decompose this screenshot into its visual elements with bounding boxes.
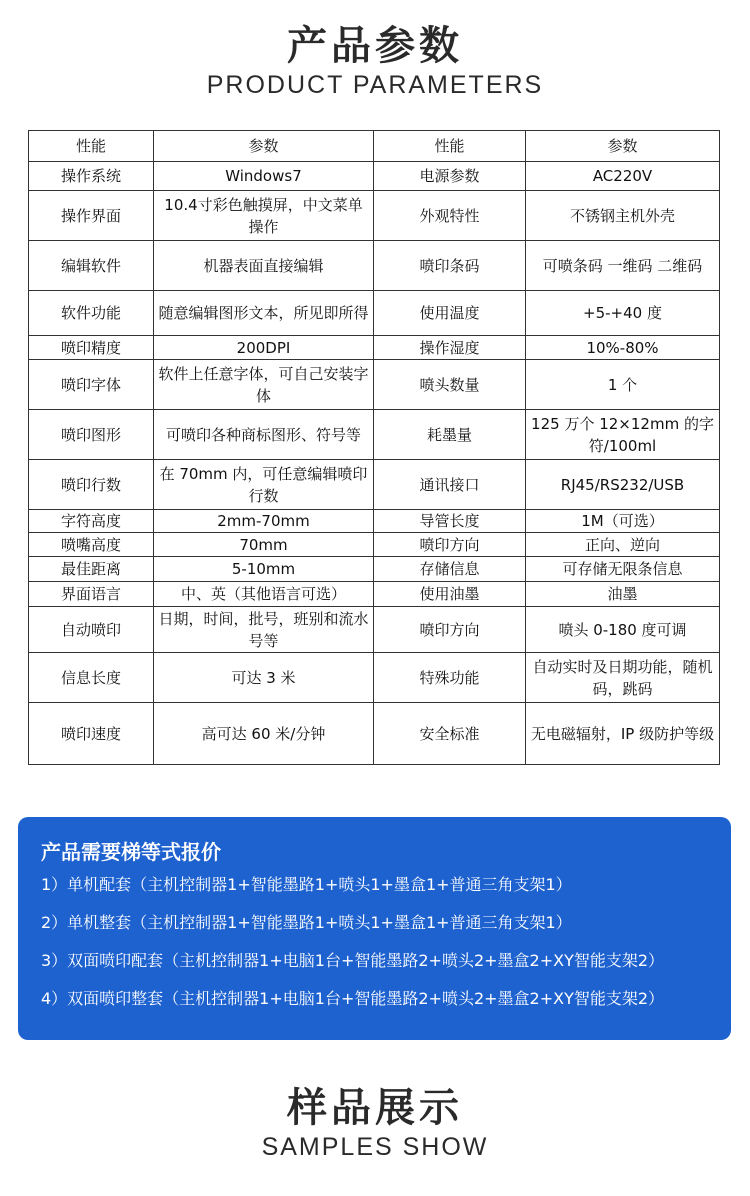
table-label-cell: 安全标准 [374,703,526,765]
table-value-cell: 可喷条码 一维码 二维码 [526,241,720,291]
table-header-cell: 性能 [29,131,154,162]
table-label-cell: 操作界面 [29,191,154,241]
table-row [29,291,720,336]
table-label-cell: 界面语言 [29,582,154,607]
samples-heading-cn: 样品展示 [287,1085,463,1131]
table-row [29,336,720,360]
table-label-cell: 耗墨量 [374,410,526,460]
quote-item: 1）单机配套（主机控制器1+智能墨路1+喷头1+墨盒1+普通三角支架1） [41,875,572,894]
table-row [29,460,720,510]
table-label-cell: 操作系统 [29,162,154,191]
table-header-cell: 参数 [526,131,720,162]
table-value-cell: AC220V [526,162,720,191]
table-label-cell: 自动喷印 [29,607,154,653]
table-label-cell: 使用油墨 [374,582,526,607]
table-label-cell: 字符高度 [29,510,154,533]
table-value-cell: 喷头 0-180 度可调 [526,607,720,653]
table-value-cell: 10.4寸彩色触摸屏，中文菜单操作 [154,191,374,241]
table-row [29,607,720,653]
table-value-cell: 日期，时间，批号，班别和流水号等 [154,607,374,653]
table-label-cell: 使用温度 [374,291,526,336]
table-value-cell: 可存储无限条信息 [526,557,720,582]
quote-item: 2）单机整套（主机控制器1+智能墨路1+喷头1+墨盒1+普通三角支架1） [41,913,572,932]
table-header-row [29,131,720,162]
table-value-cell: RJ45/RS232/USB [526,460,720,510]
samples-heading-en: SAMPLES SHOW [261,1133,489,1161]
table-value-cell: 正向、逆向 [526,533,720,557]
table-label-cell: 通讯接口 [374,460,526,510]
table-row [29,360,720,410]
table-label-cell: 存储信息 [374,557,526,582]
table-row [29,241,720,291]
table-value-cell: 中、英（其他语言可选） [154,582,374,607]
table-row [29,533,720,557]
table-label-cell: 信息长度 [29,653,154,703]
table-row [29,582,720,607]
table-label-cell: 喷嘴高度 [29,533,154,557]
table-label-cell: 喷印字体 [29,360,154,410]
params-table [28,130,720,765]
table-label-cell: 喷印速度 [29,703,154,765]
table-value-cell: 125 万个 12×12mm 的字符/100ml [526,410,720,460]
table-value-cell: 在 70mm 内，可任意编辑喷印行数 [154,460,374,510]
table-row [29,653,720,703]
params-heading-en: PRODUCT PARAMETERS [206,71,544,99]
table-label-cell: 电源参数 [374,162,526,191]
table-value-cell: 自动实时及日期功能，随机码，跳码 [526,653,720,703]
table-label-cell: 编辑软件 [29,241,154,291]
table-value-cell: 200DPI [154,336,374,360]
table-header-cell: 性能 [374,131,526,162]
table-value-cell: 油墨 [526,582,720,607]
table-value-cell: 机器表面直接编辑 [154,241,374,291]
table-label-cell: 喷印行数 [29,460,154,510]
table-label-cell: 喷头数量 [374,360,526,410]
table-value-cell: 70mm [154,533,374,557]
table-value-cell: 可达 3 米 [154,653,374,703]
table-label-cell: 最佳距离 [29,557,154,582]
table-value-cell: 不锈钢主机外壳 [526,191,720,241]
table-label-cell: 特殊功能 [374,653,526,703]
table-label-cell: 操作湿度 [374,336,526,360]
table-label-cell: 喷印条码 [374,241,526,291]
table-value-cell: 1M（可选） [526,510,720,533]
table-value-cell: 无电磁辐射，IP 级防护等级 [526,703,720,765]
table-label-cell: 导管长度 [374,510,526,533]
table-value-cell: 可喷印各种商标图形、符号等 [154,410,374,460]
table-label-cell: 喷印精度 [29,336,154,360]
quote-item: 4）双面喷印整套（主机控制器1+电脑1台+智能墨路2+喷头2+墨盒2+XY智能支架2） [41,989,665,1008]
params-heading [0,22,750,100]
table-value-cell: 2mm-70mm [154,510,374,533]
table-row [29,162,720,191]
table-value-cell: 软件上任意字体，可自己安装字体 [154,360,374,410]
table-value-cell: 10%-80% [526,336,720,360]
params-heading-cn: 产品参数 [287,23,463,69]
table-row [29,557,720,582]
quote-item: 3）双面喷印配套（主机控制器1+电脑1台+智能墨路2+喷头2+墨盒2+XY智能支架2） [41,951,665,970]
table-label-cell: 喷印方向 [374,533,526,557]
table-value-cell: 随意编辑图形文本，所见即所得 [154,291,374,336]
table-value-cell: Windows7 [154,162,374,191]
table-row [29,703,720,765]
table-value-cell: 高可达 60 米/分钟 [154,703,374,765]
table-label-cell: 外观特性 [374,191,526,241]
table-value-cell: +5-+40 度 [526,291,720,336]
table-value-cell: 1 个 [526,360,720,410]
quote-title: 产品需要梯等式报价 [41,840,221,864]
table-row [29,510,720,533]
table-label-cell: 喷印方向 [374,607,526,653]
quote-box [18,817,731,1040]
table-label-cell: 喷印图形 [29,410,154,460]
table-header-cell: 参数 [154,131,374,162]
samples-heading [0,1084,750,1162]
table-row [29,410,720,460]
table-value-cell: 5-10mm [154,557,374,582]
table-row [29,191,720,241]
table-label-cell: 软件功能 [29,291,154,336]
